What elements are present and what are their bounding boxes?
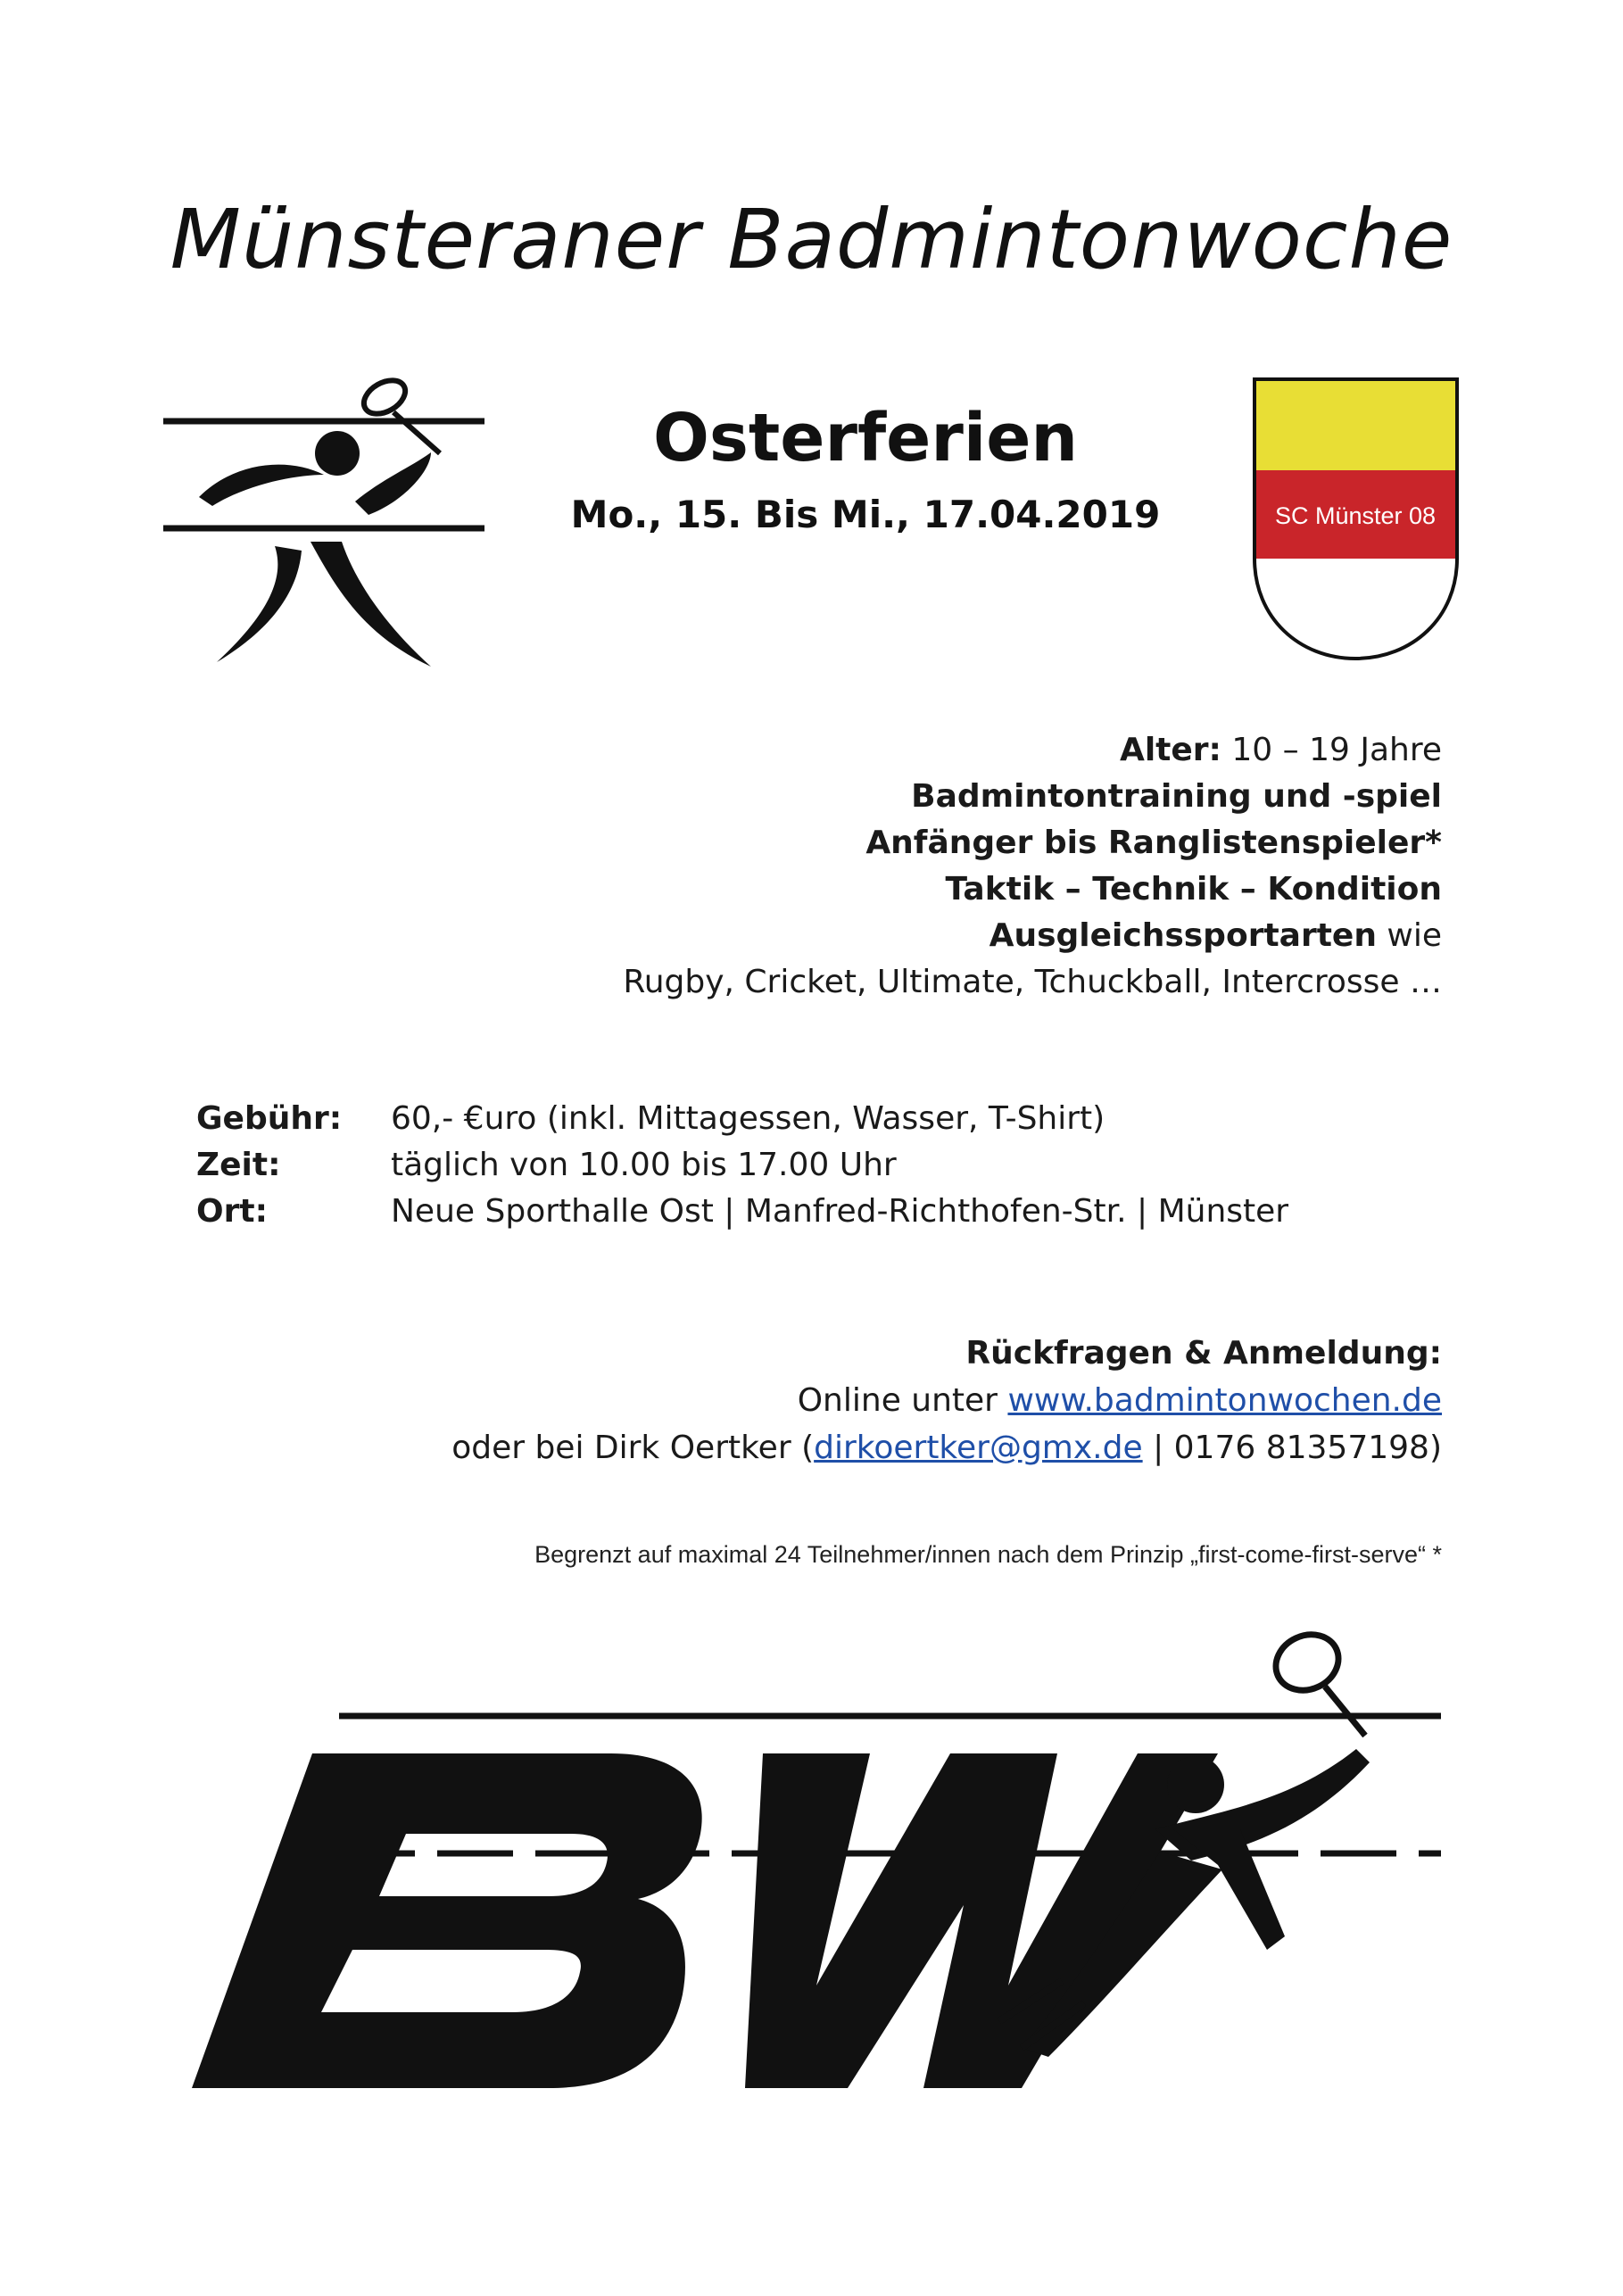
page-title: Münsteraner Badmintonwoche [170, 192, 1453, 287]
info-row-location [196, 1189, 1288, 1235]
age-label: Alter: [1119, 732, 1221, 768]
info-value: 60,- €uro (inkl. Mittagessen, Wasser, T-Shirt) [391, 1100, 1105, 1137]
info-label: Gebühr: [196, 1100, 343, 1137]
info-label: Ort: [196, 1193, 268, 1230]
detail-line-sports-list: Rugby, Cricket, Ultimate, Tchuckball, Intercrosse … [623, 964, 1442, 1000]
info-value: Neue Sporthalle Ost | Manfred-Richthofen-Str. | Münster [391, 1193, 1289, 1230]
bw-logo [192, 1629, 1459, 2146]
detail-line-training: Badmintontraining und -spiel [911, 778, 1442, 815]
course-details [623, 727, 1442, 1006]
detail-line-sports: Ausgleichssportarten [989, 917, 1377, 954]
age-value: 10 – 19 Jahre [1231, 732, 1442, 768]
info-row-fee [196, 1096, 1288, 1142]
headline: Osterferien [652, 400, 1079, 477]
info-label: Zeit: [196, 1147, 281, 1183]
online-prefix: Online unter [797, 1382, 998, 1419]
event-dates: Mo., 15. Bis Mi., 17.04.2019 [570, 493, 1161, 536]
detail-line-focus: Taktik – Technik – Kondition [945, 871, 1442, 908]
crest-yellow-field [1255, 379, 1457, 470]
badminton-player-icon [163, 368, 489, 667]
info-table [196, 1096, 1288, 1235]
contact-block [451, 1330, 1442, 1471]
detail-line-sports-suffix: wie [1387, 917, 1442, 954]
phone-number: | 0176 81357198) [1153, 1430, 1442, 1466]
email-link[interactable]: dirkoertker@gmx.de [814, 1430, 1143, 1466]
contact-heading: Rückfragen & Anmeldung: [965, 1335, 1442, 1372]
website-link[interactable]: www.badmintonwochen.de [1007, 1382, 1442, 1419]
club-crest [1252, 377, 1462, 662]
person-prefix: oder bei Dirk Oertker ( [451, 1430, 815, 1466]
participant-limit-note: Begrenzt auf maximal 24 Teilnehmer/innen nach dem Prinzip „first-come-first-serve“ * [534, 1541, 1442, 1568]
detail-line-level: Anfänger bis Ranglistenspieler* [865, 825, 1442, 861]
crest-label: SC Münster 08 [1274, 502, 1437, 529]
info-value: täglich von 10.00 bis 17.00 Uhr [391, 1147, 897, 1183]
info-row-time [196, 1142, 1288, 1189]
